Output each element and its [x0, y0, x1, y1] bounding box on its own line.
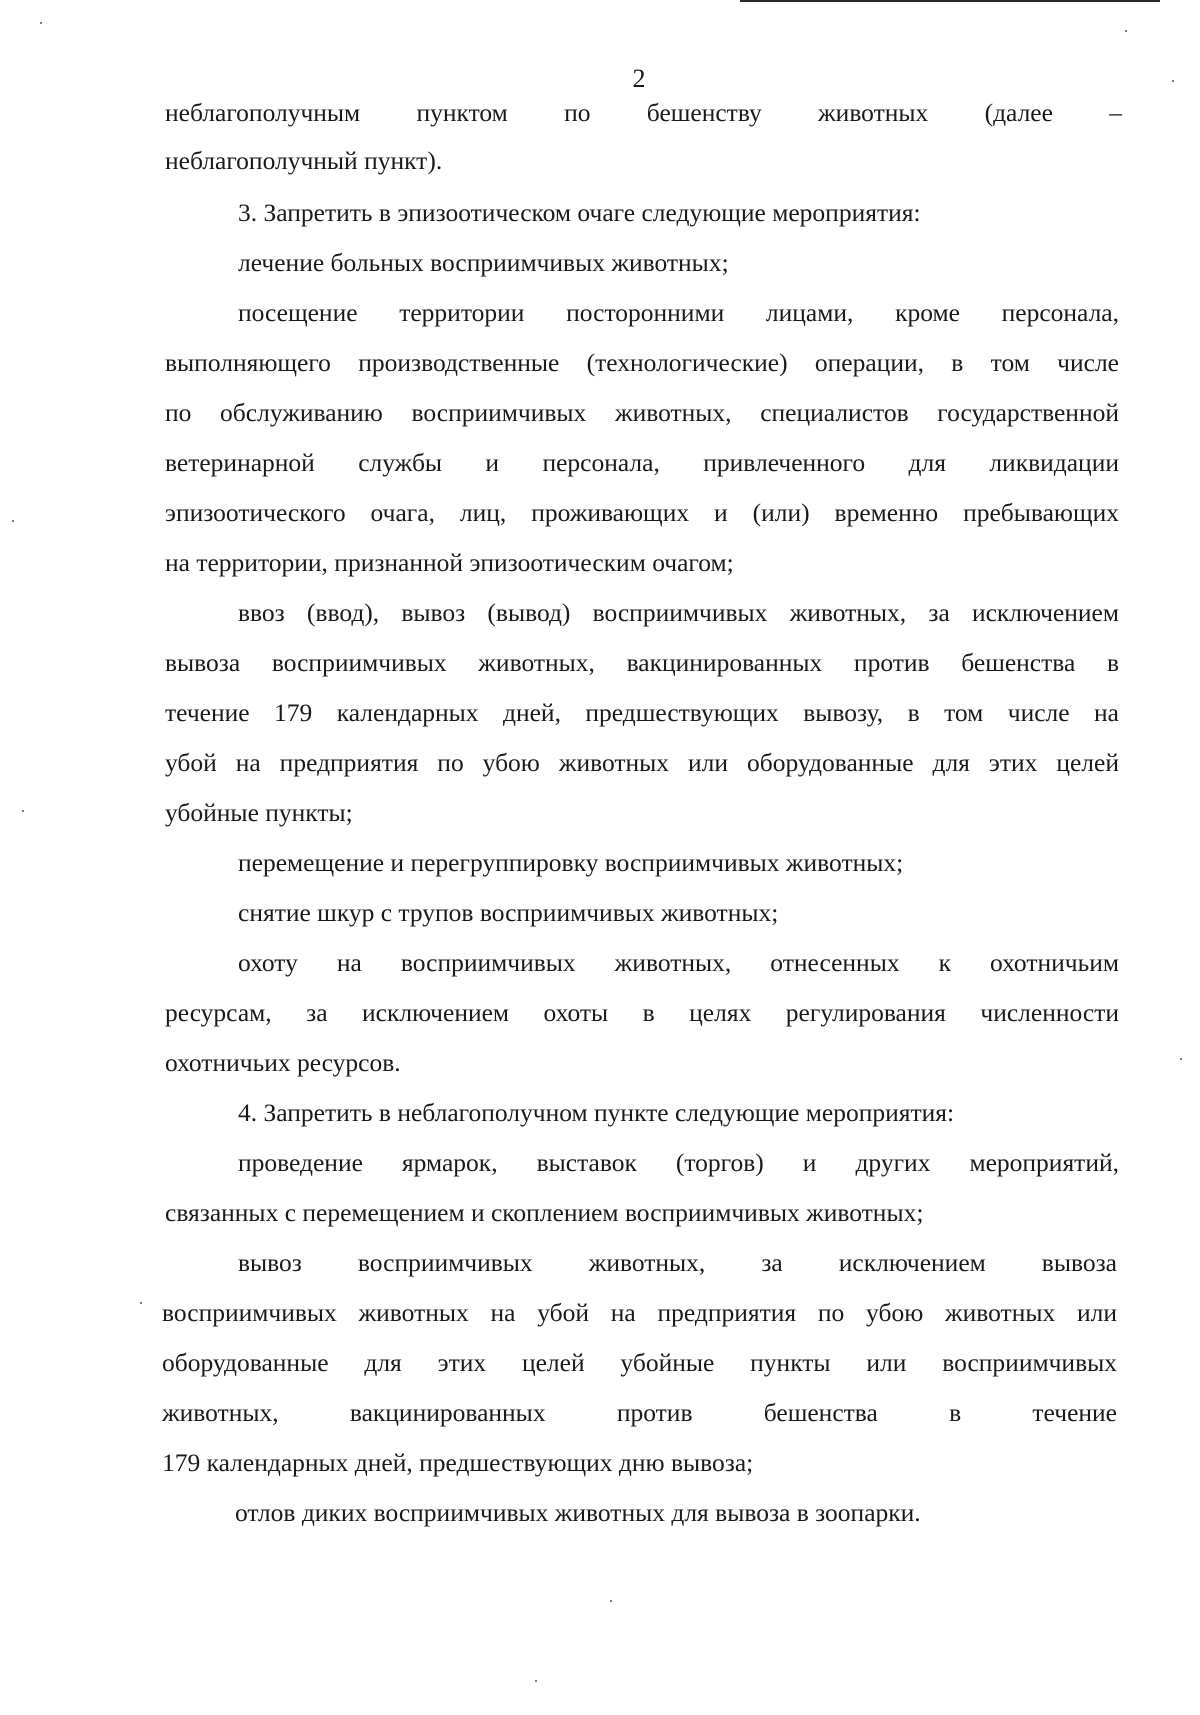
- page-number: 2: [632, 64, 646, 93]
- scan-speck: [1180, 1058, 1182, 1060]
- text-line: охотничьих ресурсов.: [165, 1048, 401, 1077]
- text-line: вывоза восприимчивых животных, вакцинированных против бешенства в: [165, 648, 1119, 677]
- text-line: 4. Запретить в неблагополучном пункте следующие мероприятия:: [238, 1098, 955, 1127]
- text-line: выполняющего производственные (технологические) операции, в том числе: [165, 348, 1119, 377]
- scan-speck: [40, 22, 42, 24]
- text-line: на территории, признанной эпизоотическим очагом;: [165, 548, 734, 577]
- text-line: течение 179 календарных дней, предшествующих вывозу, в том числе на: [165, 698, 1119, 727]
- scan-speck: [1172, 80, 1174, 82]
- text-line: убой на предприятия по убою животных или оборудованные для этих целей: [165, 748, 1119, 777]
- text-line: по обслуживанию восприимчивых животных, специалистов государственной: [165, 398, 1119, 427]
- text-line: проведение ярмарок, выставок (торгов) и других мероприятий,: [238, 1148, 1119, 1177]
- scan-speck: [22, 810, 24, 812]
- text-line: связанных с перемещением и скоплением восприимчивых животных;: [165, 1198, 924, 1227]
- text-line: оборудованные для этих целей убойные пункты или восприимчивых: [162, 1348, 1117, 1377]
- scan-speck: [610, 1600, 612, 1602]
- text-line: ввоз (ввод), вывоз (вывод) восприимчивых животных, за исключением: [238, 598, 1119, 627]
- text-line: ресурсам, за исключением охоты в целях регулирования численности: [165, 998, 1119, 1027]
- text-line: неблагополучный пункт).: [165, 146, 443, 175]
- text-line: восприимчивых животных на убой на предприятия по убою животных или: [162, 1298, 1117, 1327]
- text-line: 179 календарных дней, предшествующих дню вывоза;: [162, 1448, 754, 1477]
- text-line: 3. Запретить в эпизоотическом очаге следующие мероприятия:: [238, 198, 921, 227]
- text-line: убойные пункты;: [165, 798, 353, 827]
- scan-speck: [1125, 30, 1127, 32]
- text-line: вывоз восприимчивых животных, за исключением вывоза: [238, 1248, 1117, 1277]
- text-line: ветеринарной службы и персонала, привлеченного для ликвидации: [165, 448, 1119, 477]
- text-line: животных, вакцинированных против бешенства в течение: [162, 1398, 1117, 1427]
- scan-speck: [535, 1680, 537, 1682]
- text-line: неблагополучным пунктом по бешенству животных (далее –: [165, 98, 1122, 127]
- text-line: эпизоотического очага, лиц, проживающих и (или) временно пребывающих: [165, 498, 1119, 527]
- scan-edge-rule: [740, 0, 1160, 2]
- text-line: перемещение и перегруппировку восприимчивых животных;: [238, 848, 904, 877]
- text-line: отлов диких восприимчивых животных для вывоза в зоопарки.: [235, 1498, 921, 1527]
- scan-speck: [12, 520, 14, 522]
- scan-speck: [140, 1302, 142, 1304]
- text-line: посещение территории посторонними лицами, кроме персонала,: [238, 298, 1119, 327]
- text-line: лечение больных восприимчивых животных;: [238, 248, 729, 277]
- text-line: охоту на восприимчивых животных, отнесенных к охотничьим: [238, 948, 1119, 977]
- text-line: снятие шкур с трупов восприимчивых животных;: [238, 898, 779, 927]
